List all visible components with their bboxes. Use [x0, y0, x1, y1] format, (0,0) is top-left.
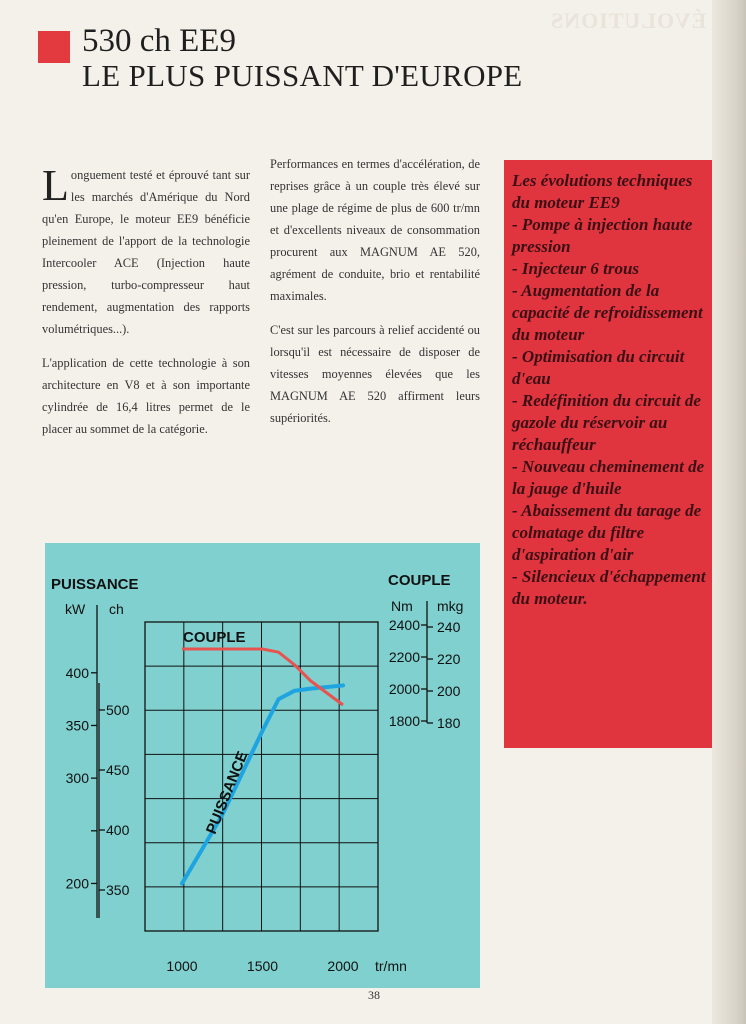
kw-tick-label: 350 — [65, 717, 89, 734]
paragraph — [42, 161, 250, 340]
ch-tick-label: 500 — [106, 702, 130, 718]
list-item: - Silencieux d'échappement du moteur. — [512, 567, 710, 608]
kw-tick-label: 200 — [65, 875, 89, 892]
mkg-tick-label: 240 — [437, 619, 461, 635]
page-number: 38 — [368, 988, 380, 1002]
kw-tick-label: 300 — [65, 770, 89, 787]
puissance-line — [182, 685, 343, 883]
nm-tick-label: 1800 — [388, 713, 420, 729]
list-item: - Augmentation de la capacité de refroidissement du moteur — [512, 281, 707, 344]
list-item: - Pompe à injection haute pression — [512, 215, 697, 256]
paragraph: Performances en termes d'accélération, de reprises grâce à un couple très élevé sur une plage de régime de plus de 600 tr/mn et d'excellents niveaux de consommation procurent aux MAGNUM AE 520, agrément de conduite, brio et rentabilité maximales. — [270, 157, 480, 303]
couple-line — [182, 649, 343, 705]
left-axis-title: PUISSANCE — [51, 576, 139, 593]
performance-chart-panel — [45, 543, 480, 988]
nm-tick-label: 2000 — [388, 681, 420, 697]
bleed-through-text: ÉVOLUTIONS — [549, 8, 706, 33]
text-column-2 — [270, 153, 480, 441]
drop-cap: L — [42, 161, 69, 210]
kw-tick-label: 400 — [65, 664, 89, 681]
page-gutter — [712, 0, 746, 1024]
technical-evolutions-box — [504, 160, 712, 748]
performance-chart — [45, 543, 480, 988]
ch-unit-label: ch — [109, 601, 124, 617]
list-item: - Nouveau cheminement de la jauge d'huile — [512, 457, 709, 498]
list-item: - Redéfinition du circuit de gazole du réservoir au réchauffeur — [512, 391, 706, 454]
evolutions-list — [512, 170, 710, 610]
x-tick-label: 1500 — [246, 958, 279, 974]
list-item: - Optimisation du circuit d'eau — [512, 347, 689, 388]
mkg-tick-label: 180 — [437, 715, 461, 731]
kw-unit-label: kW — [65, 601, 86, 617]
nm-tick-label: 2200 — [388, 649, 420, 665]
nm-unit-label: Nm — [391, 598, 413, 614]
mkg-unit-label: mkg — [437, 598, 464, 614]
mkg-tick-label: 220 — [437, 651, 461, 667]
page-subtitle: LE PLUS PUISSANT D'EUROPE — [82, 58, 523, 93]
text-column-1 — [42, 161, 250, 452]
list-item: - Injecteur 6 trous — [512, 259, 640, 278]
mkg-tick-label: 200 — [437, 683, 461, 699]
box-heading: Les évolutions techniques du moteur EE9 — [512, 171, 697, 212]
ch-tick-label: 350 — [106, 882, 130, 898]
couple-series-label: COUPLE — [183, 629, 246, 646]
nm-tick-label: 2400 — [388, 617, 420, 633]
x-axis-label: tr/mn — [375, 958, 407, 974]
ch-tick-label: 450 — [106, 762, 130, 778]
right-axis-title: COUPLE — [388, 572, 451, 589]
list-item: - Abaissement du tarage de colmatage du filtre d'aspiration d'air — [512, 501, 706, 564]
x-tick-label: 2000 — [327, 958, 359, 974]
x-tick-label: 1000 — [166, 958, 198, 974]
paragraph-text: onguement testé et éprouvé tant sur les marchés d'Amérique du Nord qu'en Europe, le moteur EE9 bénéficie pleinement de l'apport de la technologie Intercooler ACE (Injection haute pression, turbo-compresseur haut rendement, augmentation des rapports volumétriques...). — [42, 168, 250, 336]
puissance-series-label: PUISSANCE — [202, 748, 252, 837]
ch-tick-label: 400 — [106, 822, 130, 838]
paragraph: L'application de cette technologie à son architecture en V8 et à son importante cylindrée de 16,4 litres permet de le placer au sommet de la catégorie. — [42, 356, 250, 436]
paragraph: C'est sur les parcours à relief accidenté ou lorsqu'il est nécessaire de disposer de vitesses moyennes élevées que les MAGNUM AE 520 affirment leurs supériorités. — [270, 323, 480, 425]
title-accent-square — [38, 31, 70, 63]
page-title: 530 ch EE9 — [82, 23, 236, 59]
